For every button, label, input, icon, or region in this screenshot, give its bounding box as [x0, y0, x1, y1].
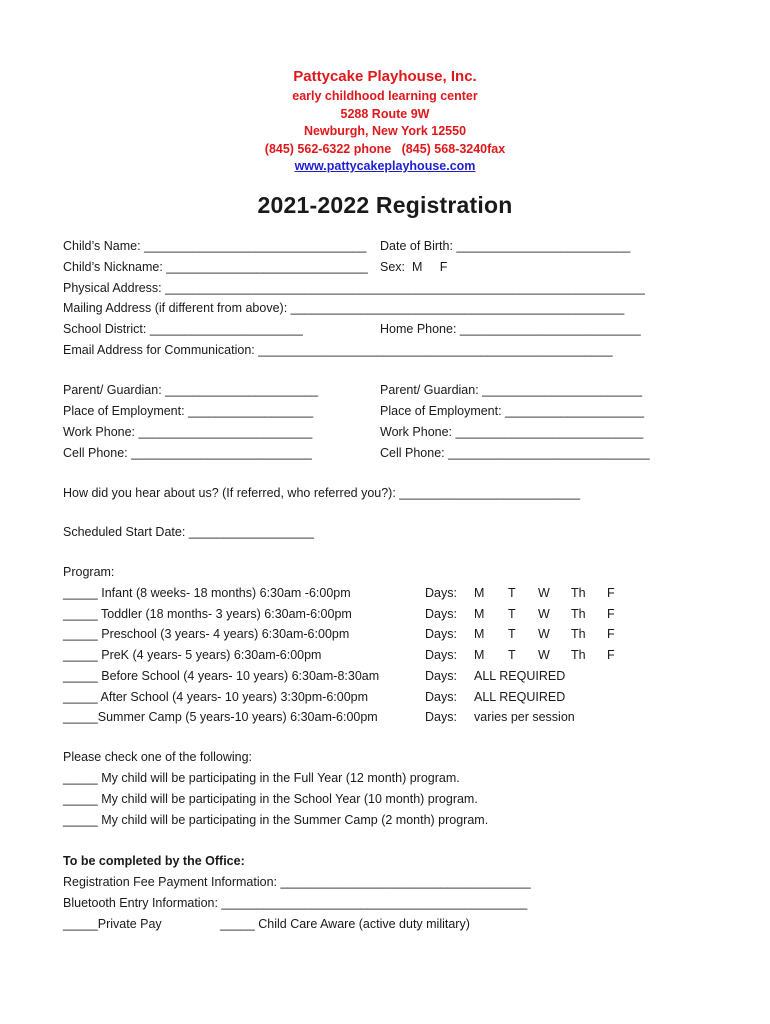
check-heading: Please check one of the following:: [63, 750, 253, 764]
program-option[interactable]: _____ After School (4 years- 10 years) 3:30pm-6:00pm: [63, 690, 369, 704]
day-wednesday[interactable]: W: [538, 648, 550, 662]
summer-camp-option[interactable]: _____ My child will be participating in the Summer Camp (2 month) program.: [63, 813, 489, 827]
mailing-address-field[interactable]: Mailing Address (if different from above): ________________________________________________: [63, 301, 625, 315]
program-heading: Program:: [63, 565, 115, 579]
phone-fax: (845) 562-6322 phone (845) 568-3240fax: [264, 141, 506, 156]
day-monday[interactable]: M: [474, 627, 485, 641]
days-label: Days:: [425, 669, 457, 683]
email-field[interactable]: Email Address for Communication: ___________________________________________________: [63, 343, 613, 357]
days-note: ALL REQUIRED: [474, 669, 566, 683]
date-of-birth-field[interactable]: Date of Birth: _________________________: [380, 239, 631, 253]
tagline: early childhood learning center: [292, 89, 478, 103]
days-label: Days:: [425, 648, 457, 662]
day-wednesday[interactable]: W: [538, 586, 550, 600]
day-friday[interactable]: F: [607, 607, 615, 621]
days-note: ALL REQUIRED: [474, 690, 566, 704]
day-monday[interactable]: M: [474, 586, 485, 600]
parent1-employment-field[interactable]: Place of Employment: __________________: [63, 404, 314, 418]
days-label: Days:: [425, 690, 457, 704]
program-option[interactable]: _____Summer Camp (5 years-10 years) 6:30am-6:00pm: [63, 710, 378, 724]
school-year-option[interactable]: _____ My child will be participating in the School Year (10 month) program.: [63, 792, 478, 806]
days-label: Days:: [425, 586, 457, 600]
day-friday[interactable]: F: [607, 586, 615, 600]
sex-field[interactable]: Sex: M F: [380, 260, 448, 274]
day-thursday[interactable]: Th: [571, 607, 586, 621]
physical-address-field[interactable]: Physical Address: _____________________________________________________________________: [63, 281, 645, 295]
parent2-guardian-field[interactable]: Parent/ Guardian: _______________________: [380, 383, 643, 397]
parent2-work-phone-field[interactable]: Work Phone: ___________________________: [380, 425, 644, 439]
days-note: varies per session: [474, 710, 575, 724]
website-link[interactable]: www.pattycakeplayhouse.com: [294, 159, 476, 173]
bluetooth-entry-field[interactable]: Bluetooth Entry Information: ____________________________________________: [63, 896, 528, 910]
day-thursday[interactable]: Th: [571, 586, 586, 600]
parent1-work-phone-field[interactable]: Work Phone: _________________________: [63, 425, 313, 439]
start-date-field[interactable]: Scheduled Start Date: __________________: [63, 525, 314, 539]
org-name: Pattycake Playhouse, Inc.: [293, 68, 477, 85]
day-monday[interactable]: M: [474, 648, 485, 662]
day-thursday[interactable]: Th: [571, 648, 586, 662]
street-address: 5288 Route 9W: [340, 106, 430, 121]
program-option[interactable]: _____ Toddler (18 months- 3 years) 6:30am-6:00pm: [63, 607, 352, 621]
parent1-cell-phone-field[interactable]: Cell Phone: __________________________: [63, 446, 312, 460]
day-thursday[interactable]: Th: [571, 627, 586, 641]
day-tuesday[interactable]: T: [508, 607, 516, 621]
day-wednesday[interactable]: W: [538, 607, 550, 621]
days-label: Days:: [425, 607, 457, 621]
child-care-aware-option[interactable]: _____ Child Care Aware (active duty military): [220, 917, 470, 931]
office-heading: To be completed by the Office:: [63, 854, 245, 868]
day-friday[interactable]: F: [607, 627, 615, 641]
child-name-field[interactable]: Child’s Name: ________________________________: [63, 239, 367, 253]
letterhead: [0, 66, 770, 176]
program-option[interactable]: _____ Preschool (3 years- 4 years) 6:30am-6:00pm: [63, 627, 350, 641]
registration-fee-field[interactable]: Registration Fee Payment Information: ____________________________________: [63, 875, 531, 889]
days-label: Days:: [425, 627, 457, 641]
day-monday[interactable]: M: [474, 607, 485, 621]
city-address: Newburgh, New York 12550: [303, 124, 467, 138]
days-label: Days:: [425, 710, 457, 724]
child-nickname-field[interactable]: Child’s Nickname: _____________________________: [63, 260, 368, 274]
program-option[interactable]: _____ Before School (4 years- 10 years) 6:30am-8:30am: [63, 669, 380, 683]
page-title: 2021-2022 Registration: [257, 192, 513, 218]
school-district-field[interactable]: School District: ______________________: [63, 322, 303, 336]
day-tuesday[interactable]: T: [508, 627, 516, 641]
home-phone-field[interactable]: Home Phone: __________________________: [380, 322, 641, 336]
program-option[interactable]: _____ PreK (4 years- 5 years) 6:30am-6:00pm: [63, 648, 322, 662]
private-pay-option[interactable]: _____Private Pay: [63, 917, 162, 931]
referral-field[interactable]: How did you hear about us? (If referred, who referred you?): __________________________: [63, 486, 581, 500]
parent2-employment-field[interactable]: Place of Employment: ____________________: [380, 404, 645, 418]
day-friday[interactable]: F: [607, 648, 615, 662]
full-year-option[interactable]: _____ My child will be participating in the Full Year (12 month) program.: [63, 771, 460, 785]
program-option[interactable]: _____ Infant (8 weeks- 18 months) 6:30am -6:00pm: [63, 586, 351, 600]
parent2-cell-phone-field[interactable]: Cell Phone: _____________________________: [380, 446, 650, 460]
parent1-guardian-field[interactable]: Parent/ Guardian: ______________________: [63, 383, 319, 397]
day-tuesday[interactable]: T: [508, 586, 516, 600]
day-wednesday[interactable]: W: [538, 627, 550, 641]
day-tuesday[interactable]: T: [508, 648, 516, 662]
